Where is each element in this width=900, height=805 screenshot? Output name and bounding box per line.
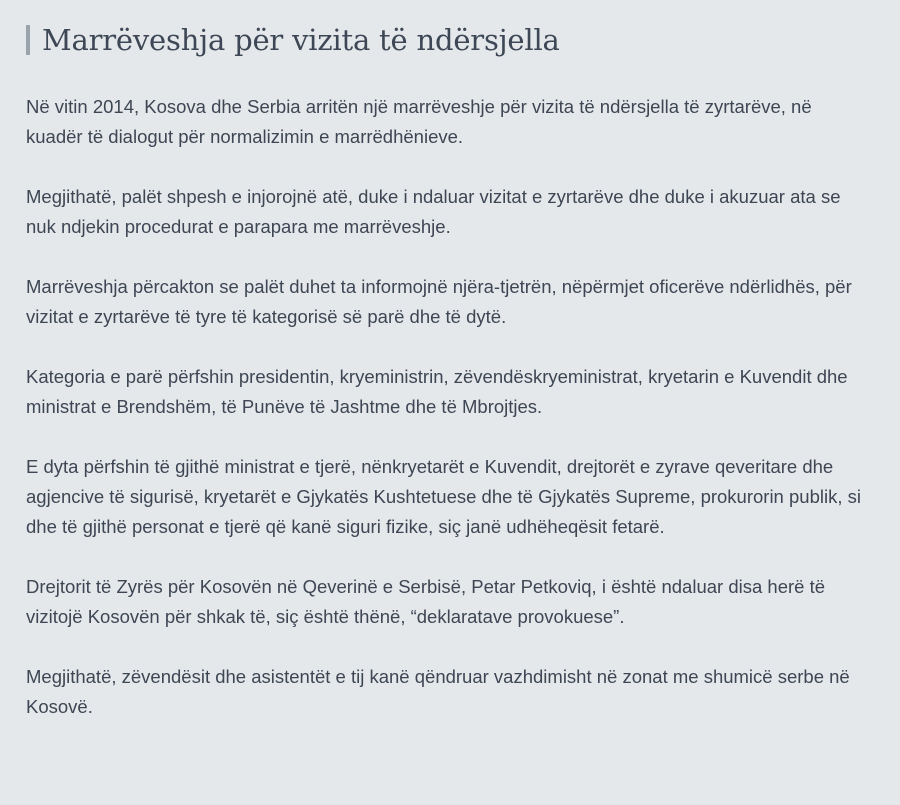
article-paragraph: Drejtorit të Zyrës për Kosovën në Qeverinë e Serbisë, Petar Petkoviq, i është ndaluar disa herë të vizitojë Kosovën për shkak të, siç është thënë, “deklaratave provokuese”.: [26, 576, 825, 627]
article-paragraph: Në vitin 2014, Kosova dhe Serbia arritën një marrëveshje për vizita të ndërsjella të zyrtarëve, në kuadër të dialogut për normalizimin e marrëdhënieve.: [26, 96, 812, 147]
article-paragraph: Megjithatë, palët shpesh e injorojnë atë, duke i ndaluar vizitat e zyrtarëve dhe duke i akuzuar ata se nuk ndjekin procedurat e parapara me marrëveshje.: [26, 186, 841, 237]
article-header: [26, 14, 874, 66]
title-accent-bar: [26, 25, 30, 55]
article-paragraph: Marrëveshja përcakton se palët duhet ta informojnë njëra-tjetrën, nëpërmjet oficerëve ndërlidhës, për vizitat e zyrtarëve të tyre të kategorisë së parë dhe të dytë.: [26, 276, 852, 327]
article-body: [26, 92, 874, 722]
article-paragraph: Kategoria e parë përfshin presidentin, kryeministrin, zëvendëskryeministrat, kryetarin e Kuvendit dhe ministrat e Brendshëm, të Punëve të Jashtme dhe të Mbrojtjes.: [26, 366, 848, 417]
article-paragraph: E dyta përfshin të gjithë ministrat e tjerë, nënkryetarët e Kuvendit, drejtorët e zyrave qeveritare dhe agjencive të sigurisë, kryetarët e Gjykatës Kushtetuese dhe të Gjykatës Supreme, prokurorin publik, si dhe të gjithë personat e tjerë që kanë siguri fizike, siç janë udhëheqësit fetarë.: [26, 456, 861, 537]
article-paragraph: Megjithatë, zëvendësit dhe asistentët e tij kanë qëndruar vazhdimisht në zonat me shumicë serbe në Kosovë.: [26, 666, 850, 717]
article-title: Marrëveshja për vizita të ndërsjella: [42, 23, 560, 57]
